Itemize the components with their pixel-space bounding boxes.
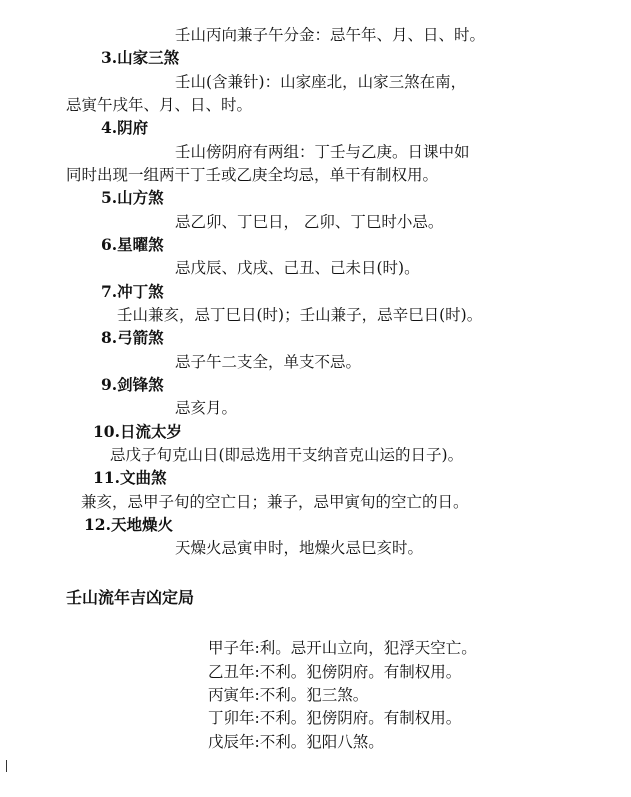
item-heading: 6.星曜煞 xyxy=(101,235,164,254)
text-line: 天燥火忌寅申时，地燥火忌巳亥时。 xyxy=(175,539,424,557)
text-line: 忌寅午戌年、月、日、时。 xyxy=(66,96,253,114)
scan-mark xyxy=(6,760,7,772)
item-heading: 3.山家三煞 xyxy=(101,48,180,67)
item-heading: 8.弓箭煞 xyxy=(101,328,164,347)
item-heading: 7.冲丁煞 xyxy=(101,282,164,301)
item-heading: 4.阴府 xyxy=(101,118,149,137)
item-heading: 5.山方煞 xyxy=(101,188,164,207)
text-line: 忌子午二支全，单支不忌。 xyxy=(175,353,362,371)
text-line: 壬山丙向兼子午分金：忌午年、月、日、时。 xyxy=(175,26,486,44)
text-line: 忌乙卯、丁巳日， 乙卯、丁巳时小忌。 xyxy=(175,213,444,231)
text-line: 壬山傍阴府有两组：丁壬与乙庚。日课中如 xyxy=(175,143,470,161)
year-entry: 戊辰年:不利。犯阳八煞。 xyxy=(208,733,384,751)
text-line: 忌戊辰、戊戌、己丑、己未日(时)。 xyxy=(175,259,420,277)
item-heading: 11.文曲煞 xyxy=(93,468,167,487)
text-line: 忌戊子旬克山日(即忌选用干支纳音克山运的日子)。 xyxy=(110,446,464,464)
year-entry: 乙丑年:不利。犯傍阴府。有制权用。 xyxy=(208,663,462,681)
text-line: 同时出现一组两干丁壬或乙庚全均忌，单干有制权用。 xyxy=(66,166,439,184)
item-heading: 10.日流太岁 xyxy=(93,422,182,441)
year-entry: 丙寅年:不利。犯三煞。 xyxy=(208,686,369,704)
item-heading: 9.剑锋煞 xyxy=(101,375,164,394)
text-line: 兼亥，忌甲子旬的空亡日；兼子，忌甲寅旬的空亡的日。 xyxy=(81,493,469,511)
text-line: 忌亥月。 xyxy=(175,399,238,417)
year-entry: 丁卯年:不利。犯傍阴府。有制权用。 xyxy=(208,709,462,727)
text-line: 壬山兼亥，忌丁巳日(时)；壬山兼子，忌辛巳日(时)。 xyxy=(117,306,483,324)
section-title: 壬山流年吉凶定局 xyxy=(66,588,195,607)
year-entry: 甲子年:利。忌开山立向，犯浮天空亡。 xyxy=(208,639,477,657)
item-heading: 12.天地燥火 xyxy=(84,515,173,534)
text-line: 壬山(含兼针)：山家座北，山家三煞在南， xyxy=(175,73,467,91)
